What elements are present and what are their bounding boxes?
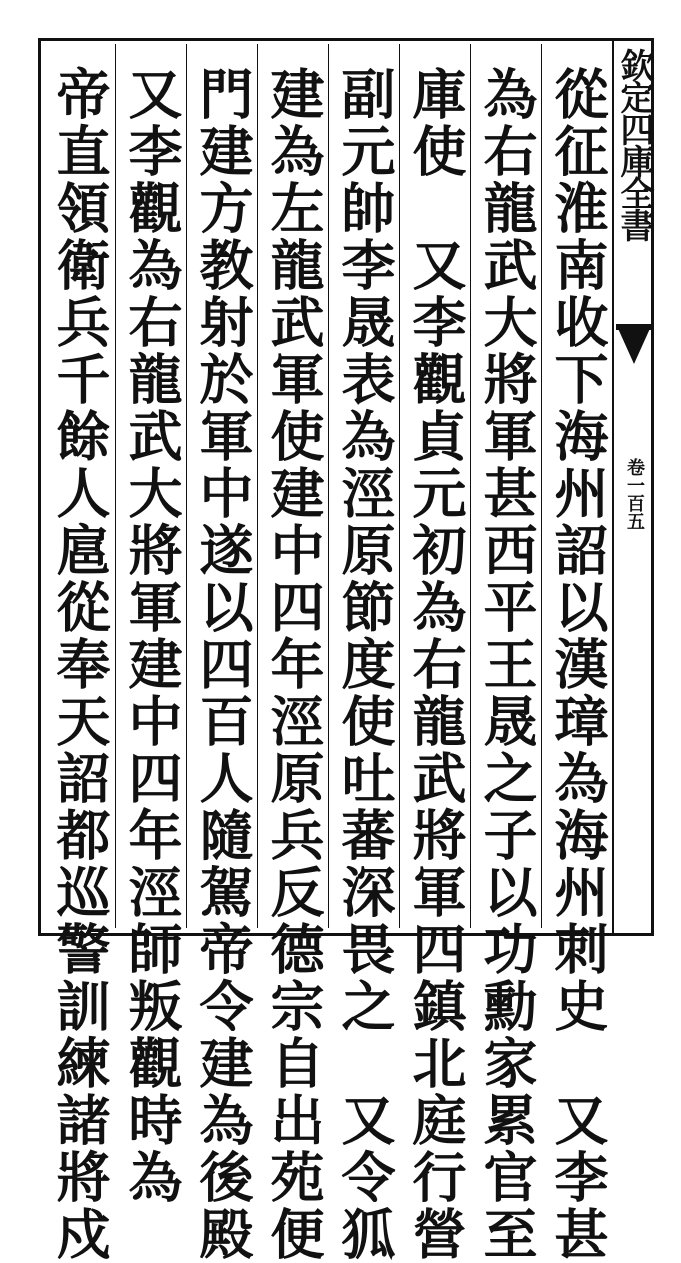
page-gutter [612,38,654,936]
column-text: 庫使 又李觀貞元初為右龍武將軍四鎮北庭行營 [404,66,468,1263]
text-columns [44,44,612,1263]
column-text: 又李觀為右龍武大將軍建中四年涇師叛觀時為 [120,66,184,1206]
volume-label: 卷一百五 [624,458,645,530]
book-title: 欽定四庫全書 [614,48,654,240]
column-text: 從征淮南收下海州詔以漢璋為海州刺史 又李甚 [546,66,610,1263]
fishtail-mark [616,324,652,364]
text-column-4 [328,44,399,1263]
column-text: 帝直領衛兵千餘人扈從奉天詔都巡警訓練諸將戍 [48,66,112,1263]
text-column-2 [470,44,541,1263]
text-column-5 [257,44,328,1263]
column-text: 為右龍武大將軍甚西平王晟之子以功勳家累官至 [475,66,539,1263]
text-column-7 [115,44,186,1206]
text-column-1 [541,44,612,1263]
text-column-6 [186,44,257,1263]
column-text: 建為左龍武軍使建中四年涇原兵反德宗自出苑便 [262,66,326,1263]
text-column-8 [44,44,115,1263]
text-column-3 [399,44,470,1263]
column-text: 副元帥李晟表為涇原節度使吐蕃深畏之 又令狐 [333,66,397,1263]
column-text: 門建方教射於軍中遂以四百人隨駕帝令建為後殿 [191,66,255,1263]
